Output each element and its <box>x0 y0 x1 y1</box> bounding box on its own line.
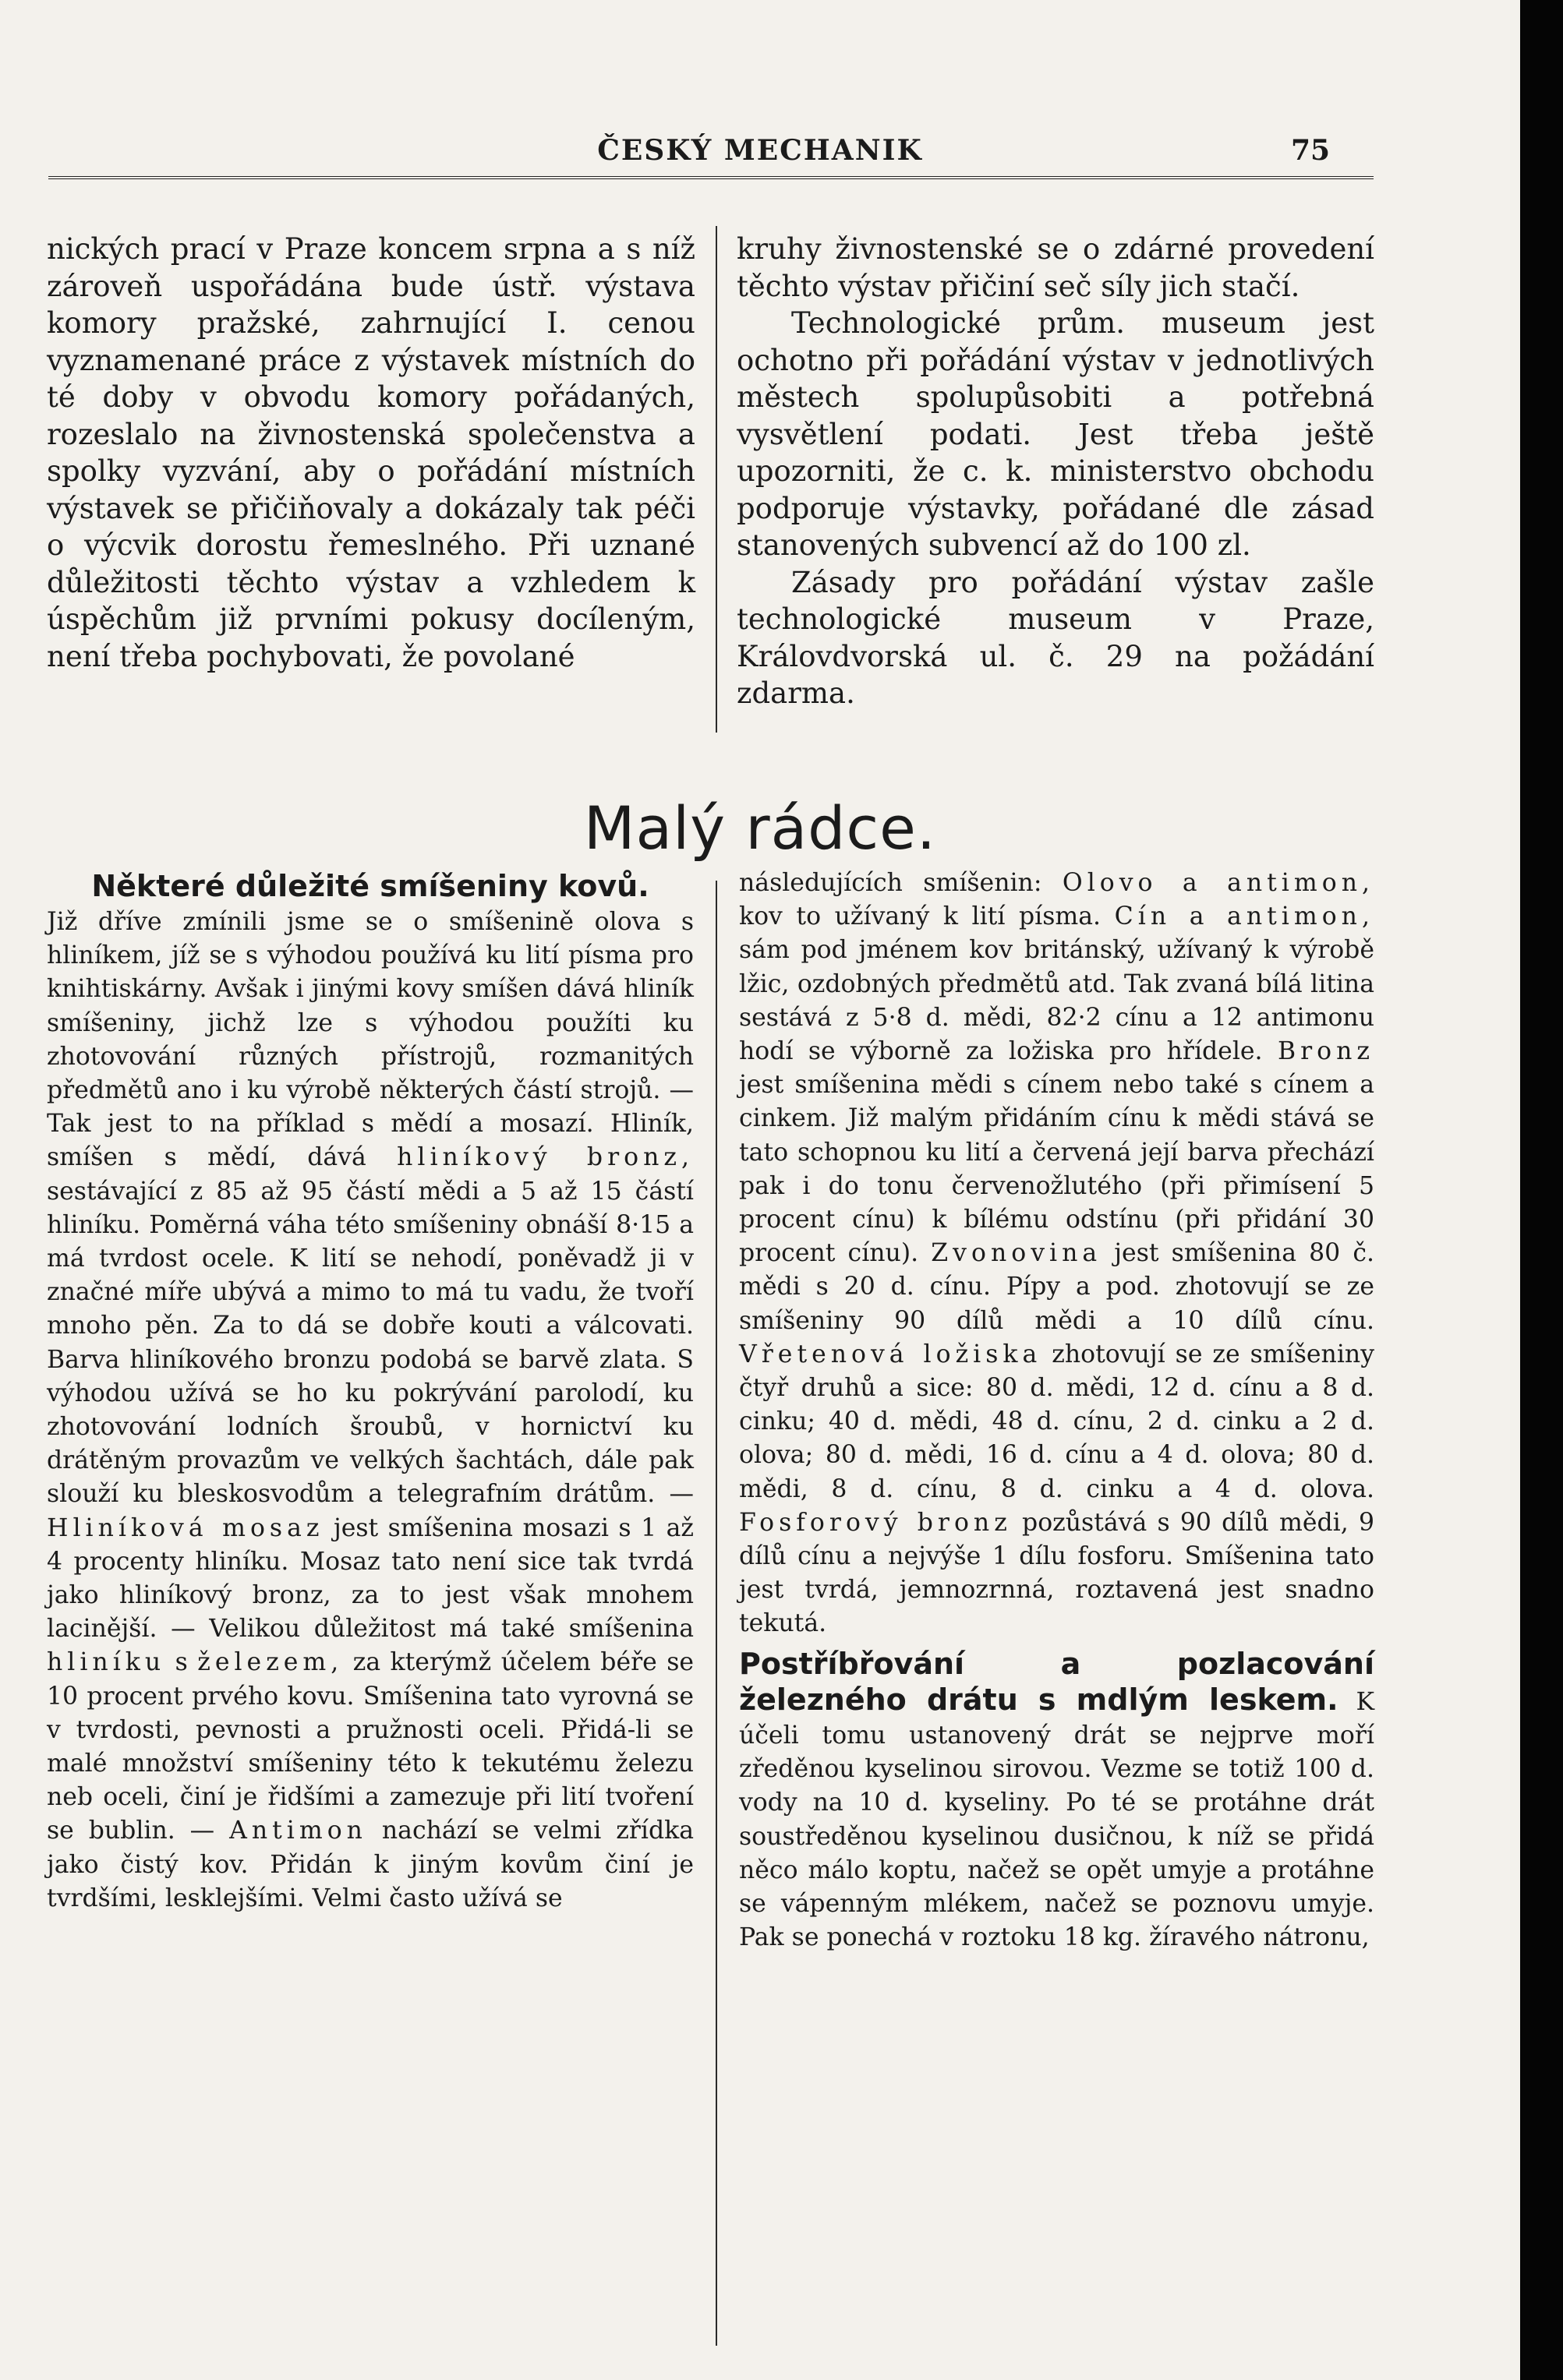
term-aluminium-bronze: hliníkový bronz, <box>397 1143 694 1172</box>
article-title-plating: Postříbřování a pozlacování železného drátu s mdlým leskem. <box>739 1646 1374 1717</box>
top-left-paragraph: nických prací v Praze koncem srpna a s níž zároveň uspořádána bude ústř. výstava komory pražské, zahrnující I. cenou vyznamenané práce z výstavek místních do té doby v obvodu komory pořádaných, rozeslalo na živnostenská společenstva a spolky vyzvání, aby o pořádání místních výstavek se přičiňovaly a dokázaly tak péči o výcvik dorostu řemeslného. Při uznané důležitosti těchto výstav a vzhledem k úspěchům již prvními pokusy docíleným, není třeba pochybovati, že povolané <box>47 232 695 673</box>
top-right-column <box>737 231 1374 712</box>
scan-edge <box>1520 0 1563 2380</box>
running-header-title: ČESKÝ MECHANIK <box>597 134 923 167</box>
bottom-left-column <box>47 867 694 1916</box>
term-bronze: Bronz <box>1277 1037 1375 1066</box>
term-spindle-bearings: Vřetenová ložiska <box>739 1340 1042 1368</box>
article-alloys-text: Již dříve zmínili jsme se o smíšenině olova s hliníkem, jíž se s výhodou používá ku lití písma pro knihtiskárny. Avšak i jinými kovy smíšen dává hliník smíšeniny, jichž lze s výhodou použíti ku zhotovování různých přístrojů, rozmanitých předmětů ano i ku výrobě některých částí strojů. — Tak jest to na příklad s mědí a mosazí. Hliník, smíšen s mědí, dává hliníkový bronz, sestávající z 85 až 95 částí mědi a 5 až 15 částí hliníku. Poměrná váha této smíšeniny obnáší 8·15 a má tvrdost ocele. K lití se nehodí, poněvadž ji v značné míře ubývá a mimo to má tu vadu, že tvoří mnoho pěn. Za to dá se dobře kouti a válcovati. Barva hliníkového bronzu podobá se barvě zlata. S výhodou užívá se ho ku pokrývání parolodí, ku zhotovování lodních šroubů, v hornictví ku drátěným provazům ve velkých šachtách, dále pak slouží ku bleskosvodům a telegrafním drátům. — Hliníková mosaz jest smíšenina mosazi s 1 až 4 procenty hliníku. Mosaz tato není sice tak tvrdá jako hliníkový bronz, za to jest však mnohem lacinější. — Velikou důležitost má také smíšenina hliníku s železem, za kterýmž účelem béře se 10 procent prvého kovu. Smíšenina tato vyrovná se v tvrdosti, pevnosti a pružnosti oceli. Přidá-li se malé množství smíšeniny této k tekutému železu neb oceli, činí je řidšími a zamezuje při lití tvoření se bublin. — Antimon nachází se velmi zřídka jako čistý kov. Přidán k jiným kovům činí je tvrdšími, lesklejšími. Velmi často užívá se <box>47 908 695 1912</box>
article-alloys-continued: následujících smíšenin: Olovo a antimon, kov to užívaný k lití písma. Cín a antimon, sám pod jménem kov británský, užívaný k výrobě lžic, ozdobných předmětů atd. Tak zvaná bílá litina sestává z 5·8 d. mědi, 82·2 cínu a 12 antimonu hodí se výborně za ložiska pro hřídele. Bronz jest smíšenina mědi s cínem nebo také s cínem a cinkem. Již malým přidáním cínu k mědi stává se tato schopnou ku lití a červená její barva přechází pak i do tonu červenožlutého (při přimísení 5 procent cínu) k bílému odstínu (při přidání 30 procent cínu). Zvonovina jest smíšenina 80 č. mědi s 20 d. cínu. Pípy a pod. zhotovují se ze smíšeniny 90 dílů mědi a 10 dílů cínu. Vřetenová ložiska zhotovují se ze smíšeniny čtyř druhů a sice: 80 d. mědi, 12 d. cínu a 8 d. cinku; 40 d. mědi, 48 d. cínu, 2 d. cinku a 2 d. olova; 80 d. mědi, 16 d. cínu a 4 d. olova; 80 d. mědi, 8 d. cínu, 8 d. cinku a 4 d. olova. Fosforový bronz pozůstává s 90 dílů mědi, 9 dílů cínu a nejvýše 1 dílu fosforu. Smíšenina tato jest tvrdá, jemnozrnná, roztavená jest snadno tekutá. <box>739 869 1375 1638</box>
term-lead-antimony: Olovo a antimon, <box>1062 869 1374 897</box>
term-bell-metal: Zvonovina <box>931 1239 1102 1268</box>
top-right-paragraph-3: Zásady pro pořádání výstav zašle technologické museum v Praze, Královdvorská ul. č. 29 na požádání zdarma. <box>737 565 1374 710</box>
term-aluminium: hliníku <box>47 1648 166 1677</box>
section-title: Malý rádce. <box>583 793 937 863</box>
page-number: 75 <box>1291 134 1331 167</box>
header-rule <box>48 176 1374 179</box>
column-divider-bottom <box>716 881 717 2346</box>
article-plating-text: K účeli tomu ustanovený drát se nejprve moří zředěnou kyselinou sirovou. Vezme se totiž 100 d. vody na 10 d. kyseliny. Po té se protáhne drát soustředěnou kyselinou dusičnou, k níž se přidá něco málo koptu, načež se opět umyje a protáhne se vápenným mlékem, načež se poznovu umyje. Pak se ponechá v roztoku 18 kg. žíravého nátronu, <box>739 1687 1374 1952</box>
top-right-paragraph-2: Technologické prům. museum jest ochotno při pořádání výstav v jednotlivých městech spolupůsobiti a potřebná vysvětlení podati. Jest třeba ještě upozorniti, že c. k. ministerstvo obchodu podporuje výstavky, pořádané dle zásad stanovených subvencí až do 100 zl. <box>737 306 1374 562</box>
top-right-paragraph-1: kruhy živnostenské se o zdárné provedení těchto výstav přičiní seč síly jich stačí. <box>737 232 1374 303</box>
term-phosphor-bronze: Fosforový bronz <box>739 1508 1012 1537</box>
article-title-alloys: Některé důležité smíšeniny kovů. <box>91 869 649 903</box>
article-plating <box>739 1647 1374 1955</box>
term-tin-antimony: Cín a antimon, <box>1114 902 1374 931</box>
bottom-right-column <box>739 867 1374 1955</box>
term-iron: železem, <box>197 1648 344 1677</box>
term-antimony: Antimon <box>229 1817 367 1845</box>
top-left-column <box>47 231 695 675</box>
term-aluminium-brass: Hliníková mosaz <box>47 1513 324 1542</box>
column-divider-top <box>716 226 717 733</box>
